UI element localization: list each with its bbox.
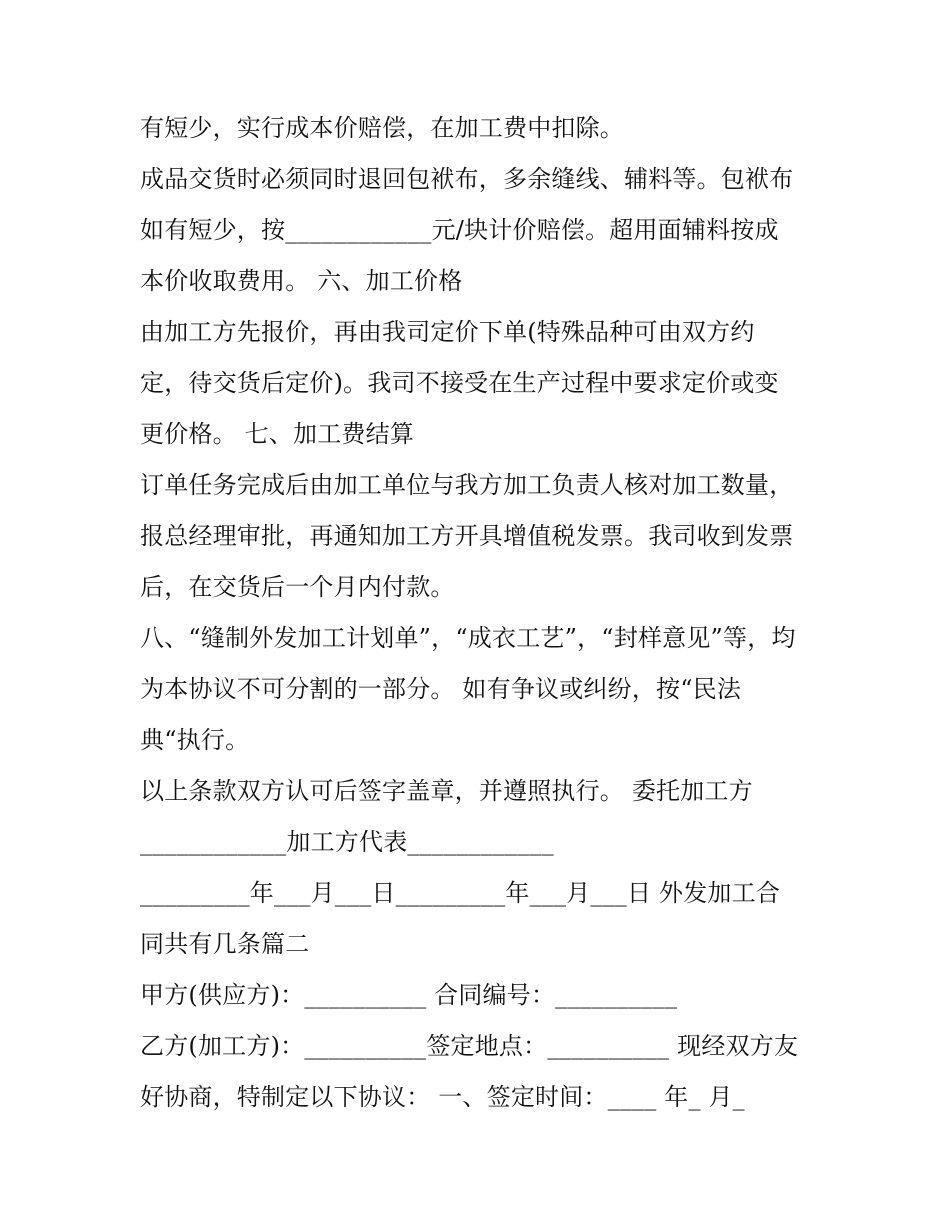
text-line: 为本协议不可分割的一部分。 如有争议或纠纷，按“民法	[140, 675, 742, 703]
text-line: 由加工方先报价，再由我司定价下单(特殊品种可由双方约	[140, 318, 755, 346]
text-line: 如有短少，按____________元/块计价赔偿。超用面辅料按成	[140, 216, 779, 244]
text-line: 后，在交货后一个月内付款。	[140, 573, 455, 601]
contract-text-body	[140, 103, 830, 1123]
text-line: 本价收取费用。 六、加工价格	[140, 267, 463, 295]
text-line: 有短少，实行成本价赔偿，在加工费中扣除。	[140, 114, 624, 142]
text-line: 报总经理审批，再通知加工方开具增值税发票。我司收到发票	[140, 522, 794, 550]
text-line: 甲方(供应方)：__________ 合同编号：__________	[140, 981, 678, 1009]
text-line: 典“执行。	[140, 726, 250, 754]
text-line: 同共有几条篇二	[140, 930, 310, 958]
text-line: 更价格。 七、加工费结算	[140, 420, 415, 448]
text-line: _________年___月___日_________年___月___日 外发加工合	[140, 879, 781, 907]
text-line: ____________加工方代表____________	[140, 828, 554, 856]
text-line: 成品交货时必须同时退回包袱布，多余缝线、辅料等。包袱布	[140, 165, 794, 193]
text-line: 乙方(加工方)：__________签定地点：__________ 现经双方友	[140, 1032, 799, 1060]
text-line: 订单任务完成后由加工单位与我方加工负责人核对加工数量，	[140, 471, 794, 499]
text-line: 以上条款双方认可后签字盖章，并遵照执行。 委托加工方	[140, 777, 753, 805]
text-line: 八、“缝制外发加工计划单”，“成衣工艺”，“封样意见”等，均	[140, 624, 796, 652]
text-line: 定，待交货后定价)。我司不接受在生产过程中要求定价或变	[140, 369, 779, 397]
text-line: 好协商，特制定以下协议： 一、签定时间：____ 年_ 月_	[140, 1083, 745, 1111]
